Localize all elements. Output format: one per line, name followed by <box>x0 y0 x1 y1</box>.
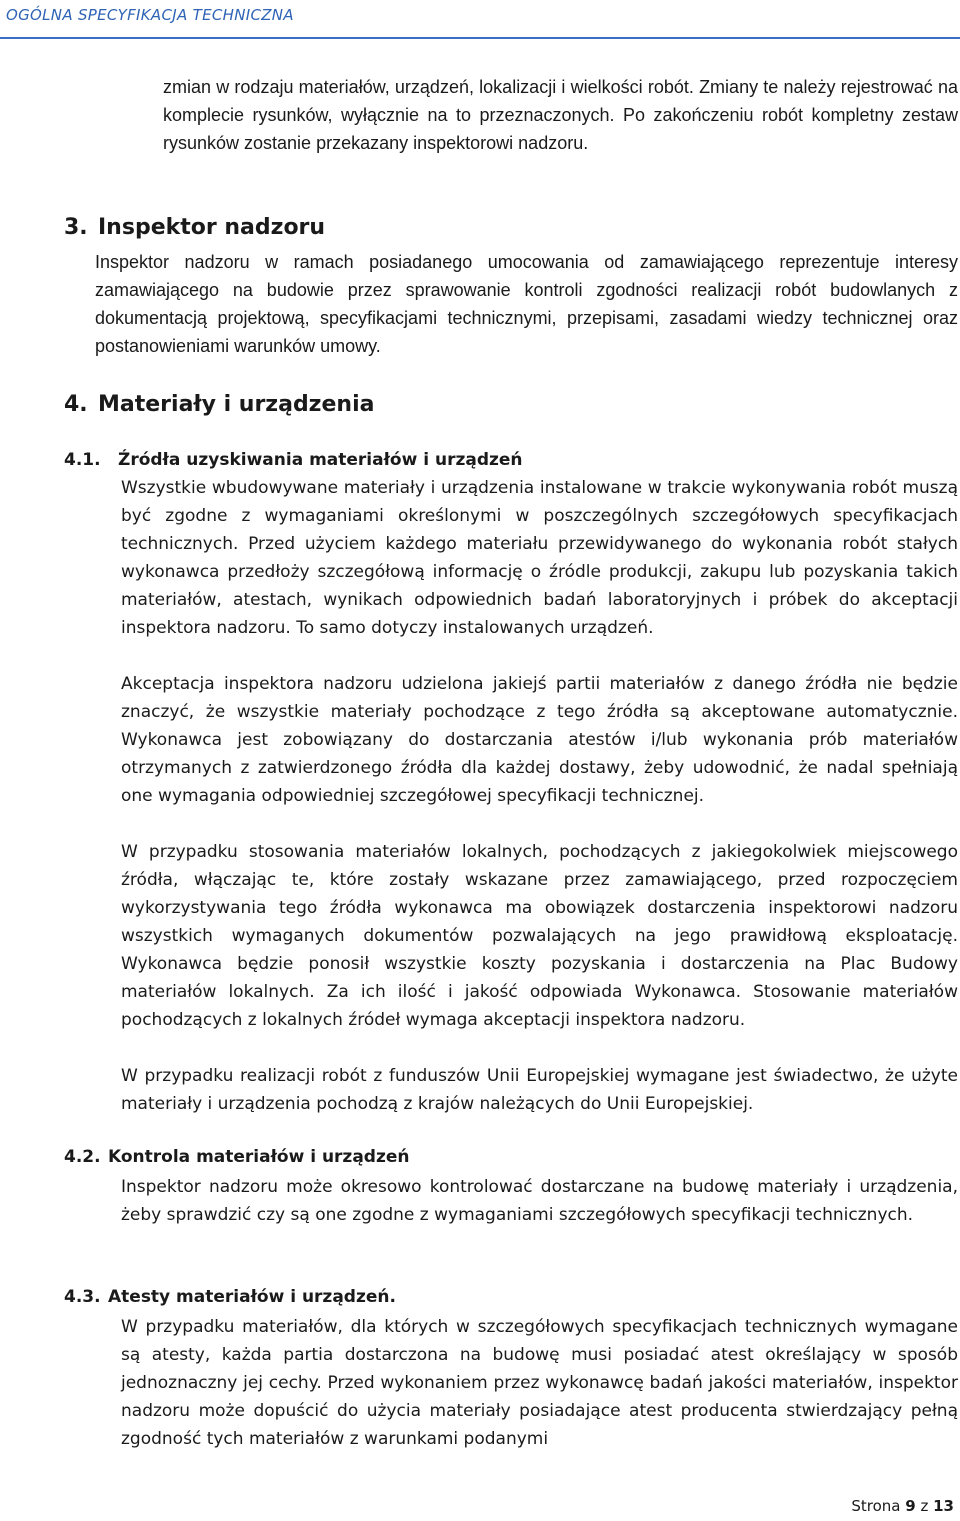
section-4-3-paragraph: W przypadku materiałów, dla których w szczegółowych specyfikacjach technicznych wymagane są atesty, każda partia dostarczona na budowę musi posiadać atest określający w sposób jednoznaczny jej cechy. Przed wykonaniem przez wykonawcę badań jakości materiałów, inspektor nadzoru może dopuścić do użycia materiały posiadające atest producenta stwierdzający pełną zgodność tych materiałów z warunkami podanymi <box>121 1317 958 1449</box>
section-4-1-number: 4.1. <box>64 450 101 470</box>
page-footer <box>851 1497 954 1515</box>
section-4-heading <box>64 392 374 417</box>
section-4-1-title: Źródła uzyskiwania materiałów i urządzeń <box>118 450 523 470</box>
footer-of: z <box>920 1497 929 1515</box>
footer-label: Strona <box>851 1497 901 1515</box>
header-rule <box>0 37 960 39</box>
intro-paragraph: zmian w rodzaju materiałów, urządzeń, lokalizacji i wielkości robót. Zmiany te należy rejestrować na komplecie rysunków, wyłącznie na to przeznaczonych. Po zakończeniu robót kompletny zestaw rysunków zostanie przekazany inspektorowi nadzoru. <box>163 77 958 153</box>
section-4-1-paragraph-2: Akceptacja inspektora nadzoru udzielona jakiejś partii materiałów z danego źródła nie będzie znaczyć, że wszystkie materiały pochodzące z tego źródła są akceptowane automatycznie. Wykonawca jest zobowiązany do dostarczania atestów i/lub wykonania prób materiałów otrzymanych z zatwierdzonego źródła dla każdej dostawy, żeby udowodnić, że nadal spełniają one wymagania odpowiedniej szczegółowej specyfikacji technicznej. <box>121 674 958 806</box>
section-4-1-heading <box>64 450 523 470</box>
section-4-1-paragraph-4: W przypadku realizacji robót z funduszów Unii Europejskiej wymagane jest świadectwo, że użyte materiały i urządzenia pochodzą z krajów należących do Unii Europejskiej. <box>121 1066 958 1114</box>
section-4-2-paragraph: Inspektor nadzoru może okresowo kontrolować dostarczane na budowę materiały i urządzenia, żeby sprawdzić czy są one zgodne z wymaganiami szczegółowych specyfikacji technicznych. <box>121 1177 958 1225</box>
section-3-heading <box>64 215 325 240</box>
page-header <box>0 0 960 40</box>
section-4-3-title: Atesty materiałów i urządzeń. <box>108 1287 396 1307</box>
section-4-3-number: 4.3. <box>64 1287 101 1307</box>
section-4-2-heading <box>64 1147 410 1167</box>
section-4-1-paragraph-3: W przypadku stosowania materiałów lokalnych, pochodzących z jakiegokolwiek miejscowego źródła, włączając te, które zostały wskazane przez zamawiającego, przed rozpoczęciem wykorzystywania tego źródła wykonawca ma obowiązek dostarczenia inspektorowi nadzoru wszystkich wymaganych dokumentów pozwalających na jego prawidłową eksploatację. Wykonawca będzie ponosił wszystkie koszty pozyskania i dostarczenia na Plac Budowy materiałów lokalnych. Za ich ilość i jakość odpowiada Wykonawca. Stosowanie materiałów pochodzących z lokalnych źródeł wymaga akceptacji inspektora nadzoru. <box>121 842 958 1030</box>
section-4-2-title: Kontrola materiałów i urządzeń <box>108 1147 410 1167</box>
section-4-number: 4. <box>64 392 88 417</box>
section-4-title: Materiały i urządzenia <box>98 392 375 417</box>
section-4-3-heading <box>64 1287 396 1307</box>
section-4-2-number: 4.2. <box>64 1147 101 1167</box>
section-4-1-paragraph-1: Wszystkie wbudowywane materiały i urządzenia instalowane w trakcie wykonywania robót muszą być zgodne z wymaganiami określonymi w poszczególnych szczegółowych specyfikacjach technicznych. Przed użyciem każdego materiału przewidywanego do wykonania robót stałych wykonawca przedłoży szczegółową informację o źródle produkcji, zakupu lub pozyskania takich materiałów, atestach, wynikach odpowiednich badań laboratoryjnych i próbek do akceptacji inspektora nadzoru. To samo dotyczy instalowanych urządzeń. <box>121 478 958 638</box>
section-3-paragraph: Inspektor nadzoru w ramach posiadanego umocowania od zamawiającego reprezentuje interesy zamawiającego na budowie przez sprawowanie kontroli zgodności realizacji robót budowlanych z dokumentacją projektową, specyfikacjami technicznymi, przepisami, zasadami wiedzy technicznej oraz postanowieniami warunków umowy. <box>95 252 958 356</box>
section-3-title: Inspektor nadzoru <box>98 215 326 240</box>
section-3-number: 3. <box>64 215 88 240</box>
footer-page-number: 9 <box>905 1497 916 1515</box>
footer-page-total: 13 <box>933 1497 954 1515</box>
header-title: OGÓLNA SPECYFIKACJA TECHNICZNA <box>6 6 294 24</box>
